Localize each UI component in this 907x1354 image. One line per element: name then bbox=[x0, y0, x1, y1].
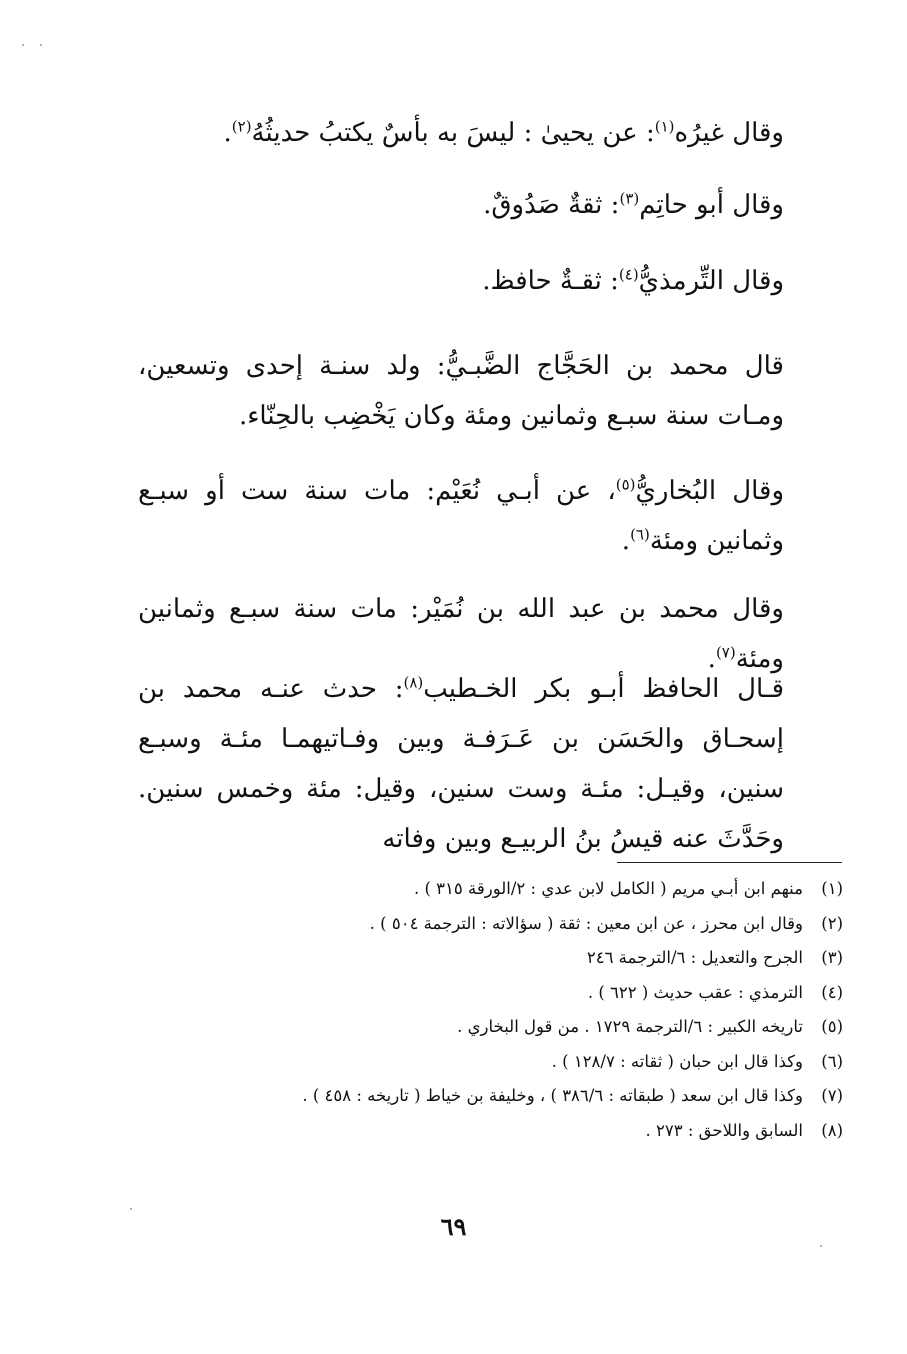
paragraph-text: : ثقةٌ صَدُوقٌ. bbox=[483, 190, 620, 220]
footnote-item bbox=[163, 907, 843, 942]
footnote-marker: (٨) bbox=[403, 673, 424, 692]
footnote-item bbox=[163, 872, 843, 907]
footnote-item bbox=[163, 1045, 843, 1080]
footnote-text: تاريخه الكبير : ٦/الترجمة ١٧٢٩ . من قول البخاري . bbox=[457, 1017, 803, 1036]
paragraph-text: وقال البُخاريُّ bbox=[635, 476, 784, 506]
scan-speck bbox=[820, 1245, 822, 1247]
footnote-marker: (٤) bbox=[618, 265, 639, 284]
paragraph-text: . bbox=[621, 526, 631, 556]
footnote-marker: (٧) bbox=[715, 643, 736, 662]
footnote-text: السابق واللاحق : ٢٧٣ . bbox=[645, 1120, 803, 1140]
footnote-number: (٤) bbox=[821, 982, 843, 1002]
scan-speck bbox=[130, 1208, 132, 1210]
footnote-item bbox=[163, 1079, 843, 1114]
footnotes-list bbox=[163, 872, 843, 1148]
paragraph-2 bbox=[138, 180, 848, 230]
paragraph-text: قـال الحافظ أبـو بكر الخـطيب bbox=[423, 674, 784, 704]
footnote-number: (٢) bbox=[821, 913, 843, 933]
footnote-item bbox=[163, 1114, 843, 1149]
paragraph-text: . bbox=[223, 118, 232, 148]
paragraph-7 bbox=[138, 664, 848, 864]
paragraph-1 bbox=[138, 108, 848, 158]
paragraph-text: : حدث عنـه محمد بن إسحـاق والحَسَن بن عَـرَفـة وبين وفـاتيهمـا مئـة وسبـع سنين، وقيـل: مئـة وست سنين، وقيل: مئة وخمس سنين. وحَدَّثَ عنه قيسُ بنُ الربيـع وبين وفاته bbox=[138, 674, 784, 854]
footnote-marker: (١) bbox=[654, 117, 675, 136]
footnote-separator bbox=[617, 862, 842, 863]
footnote-item bbox=[163, 1010, 843, 1045]
paragraph-text: : عن يحيىٰ : ليسَ به بأسٌ يكتبُ حديثُهُ bbox=[251, 118, 655, 148]
footnote-marker: (٦) bbox=[630, 525, 650, 544]
footnote-text: منهم ابن أبـي مريم ( الكامل لابن عدي : ٢/الورقة ٣١٥ ) . bbox=[414, 879, 803, 898]
paragraph-text: وقال التِّرمذيُّ bbox=[638, 266, 784, 296]
footnote-item bbox=[163, 976, 843, 1011]
paragraph-text: . bbox=[707, 644, 716, 674]
footnote-marker: (٣) bbox=[619, 189, 640, 208]
footnote-number: (٦) bbox=[821, 1051, 843, 1071]
paragraph-text: وقال غيرُه bbox=[674, 118, 784, 148]
footnote-text: الجرح والتعديل : ٦/الترجمة ٢٤٦ bbox=[586, 948, 803, 967]
footnote-item bbox=[163, 941, 843, 976]
footnote-number: (١) bbox=[821, 879, 843, 898]
paragraph-text: : ثقـةٌ حافظ. bbox=[482, 266, 619, 296]
footnote-number: (٨) bbox=[821, 1120, 843, 1140]
paragraph-text: وقال أبو حاتِم bbox=[639, 190, 784, 220]
scan-speck bbox=[40, 44, 42, 46]
footnote-text: الترمذي : عقب حديث ( ٦٢٢ ) . bbox=[587, 982, 803, 1002]
paragraph-4 bbox=[138, 341, 848, 441]
footnote-text: وكذا قال ابن سعد ( طبقاته : ٣٨٦/٦ ) ، وخليفة بن خياط ( تاريخه : ٤٥٨ ) . bbox=[302, 1086, 803, 1105]
footnote-number: (٧) bbox=[821, 1086, 843, 1105]
footnote-text: وكذا قال ابن حبان ( ثقاته : ١٢٨/٧ ) . bbox=[551, 1051, 803, 1071]
footnote-number: (٥) bbox=[821, 1017, 843, 1036]
paragraph-5 bbox=[138, 466, 848, 566]
paragraph-text: قال محمد بن الحَجَّاج الضَّبـيُّ: ولد سنـة إحدى وتسعين، ومـات سنة سبـع وثمانين ومئة وكان يَخْضِب بالحِنّاء. bbox=[138, 351, 784, 431]
page-number: ٦٩ bbox=[440, 1212, 467, 1241]
paragraph-text: ، عن أبـي نُعَيْم: مات سنة ست أو سبـع وثمانين ومئة bbox=[138, 476, 784, 556]
paragraph-3 bbox=[138, 256, 848, 306]
paragraph-text: وقال محمد بن عبد الله بن نُمَيْر: مات سنة سبـع وثمانين ومئة bbox=[138, 594, 784, 674]
footnote-marker: (٥) bbox=[615, 475, 636, 494]
footnote-marker: (٢) bbox=[231, 117, 252, 136]
scan-speck bbox=[22, 44, 24, 46]
footnote-number: (٣) bbox=[821, 948, 843, 967]
footnote-text: وقال ابن محرز ، عن ابن معين : ثقة ( سؤالاته : الترجمة ٥٠٤ ) . bbox=[369, 913, 803, 933]
